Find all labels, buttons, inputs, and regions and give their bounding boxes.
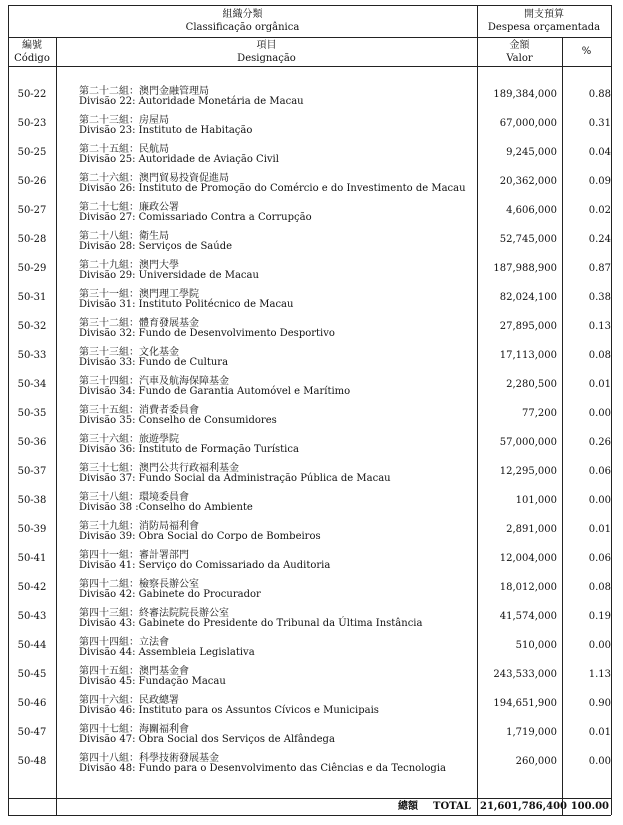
row-name-zh: 第四十七組：海關福利會 <box>79 724 189 735</box>
row-value: 2,891,000 <box>506 524 557 535</box>
row-pct: 0.01 <box>588 727 611 738</box>
pct-header: % <box>581 46 592 57</box>
row-name-pt: Divisão 47: Obra Social dos Serviços de Alfândega <box>79 734 335 745</box>
row-code: 50-27 <box>17 205 47 216</box>
row-value: 82,024,100 <box>499 292 557 303</box>
row-name-pt: Divisão 28: Serviços de Saúde <box>79 241 233 252</box>
budget-pt: Despesa orçamentada <box>487 22 601 33</box>
row-code: 50-33 <box>17 350 47 361</box>
row-value: 18,012,000 <box>499 582 557 593</box>
row-code: 50-44 <box>17 640 47 651</box>
row-name-zh: 第二十七組：廉政公署 <box>79 202 179 213</box>
row-pct: 1.13 <box>588 669 611 680</box>
row-code: 50-48 <box>17 756 47 767</box>
row-pct: 0.00 <box>588 495 611 506</box>
row-name-zh: 第二十九組：澳門大學 <box>79 260 179 271</box>
row-code: 50-35 <box>17 408 47 419</box>
row-name-zh: 第三十八組：環境委員會 <box>79 492 189 503</box>
row-name-pt: Divisão 33: Fundo de Cultura <box>79 357 229 368</box>
row-value: 52,745,000 <box>499 234 557 245</box>
row-name-zh: 第二十五組：民航局 <box>79 144 169 155</box>
row-value: 1,719,000 <box>506 727 557 738</box>
row-pct: 0.31 <box>588 118 611 129</box>
row-name-pt: Divisão 37: Fundo Social da Administração Pública de Macau <box>79 473 391 484</box>
row-code: 50-28 <box>17 234 47 245</box>
row-code: 50-25 <box>17 147 47 158</box>
row-pct: 0.06 <box>588 466 611 477</box>
row-name-zh: 第四十一組：審計署部門 <box>79 550 189 561</box>
row-value: 17,113,000 <box>499 350 557 361</box>
row-pct: 0.08 <box>588 350 611 361</box>
code-header-zh: 編號 <box>22 40 42 51</box>
row-pct: 0.24 <box>588 234 611 245</box>
row-name-zh: 第二十三組：房屋局 <box>79 115 169 126</box>
row-name-zh: 第二十八組：衛生局 <box>79 231 169 242</box>
row-name-zh: 第三十四組：汽車及航海保障基金 <box>79 376 229 387</box>
row-code: 50-34 <box>17 379 47 390</box>
row-value: 41,574,000 <box>499 611 557 622</box>
row-pct: 0.04 <box>588 147 611 158</box>
total-value: 21,601,786,400 <box>480 801 567 812</box>
row-pct: 0.00 <box>588 756 611 767</box>
row-pct: 0.19 <box>588 611 611 622</box>
row-value: 260,000 <box>515 756 557 767</box>
row-pct: 0.26 <box>588 437 611 448</box>
row-name-pt: Divisão 41: Serviço do Comissariado da Auditoria <box>79 560 331 571</box>
bottom-border <box>8 815 611 816</box>
row-code: 50-45 <box>17 669 47 680</box>
row-value: 12,004,000 <box>499 553 557 564</box>
row-value: 510,000 <box>515 640 557 651</box>
row-code: 50-36 <box>17 437 47 448</box>
row-value: 243,533,000 <box>493 669 557 680</box>
row-name-zh: 第三十五組：消費者委員會 <box>79 405 199 416</box>
row-code: 50-41 <box>17 553 47 564</box>
row-code: 50-46 <box>17 698 47 709</box>
row-value: 20,362,000 <box>499 176 557 187</box>
row-value: 57,000,000 <box>499 437 557 448</box>
code-column-divider <box>56 37 57 815</box>
row-name-pt: Divisão 22: Autoridade Monetária de Macau <box>79 96 304 107</box>
row-pct: 0.88 <box>588 89 611 100</box>
row-code: 50-32 <box>17 321 47 332</box>
item-header-zh: 項目 <box>256 40 277 51</box>
row-pct: 0.13 <box>588 321 611 332</box>
row-pct: 0.01 <box>588 379 611 390</box>
total-label-pt: TOTAL <box>433 801 471 812</box>
row-pct: 0.38 <box>588 292 611 303</box>
row-name-pt: Divisão 25: Autoridade de Aviação Civil <box>79 154 279 165</box>
row-value: 12,295,000 <box>499 466 557 477</box>
row-name-zh: 第四十五組：澳門基金會 <box>79 666 189 677</box>
row-name-zh: 第四十六組：民政總署 <box>79 695 179 706</box>
row-value: 194,651,900 <box>493 698 557 709</box>
row-value: 189,384,000 <box>493 89 557 100</box>
row-code: 50-29 <box>17 263 47 274</box>
row-code: 50-26 <box>17 176 47 187</box>
row-pct: 0.90 <box>588 698 611 709</box>
row-value: 67,000,000 <box>499 118 557 129</box>
total-pct: 100.00 <box>570 801 609 812</box>
column-header-divider <box>8 66 611 67</box>
row-name-zh: 第三十六組：旅遊學院 <box>79 434 179 445</box>
header-divider <box>8 37 611 38</box>
budget-zh: 開支預算 <box>524 9 564 20</box>
item-header-pt: Designação <box>237 53 296 64</box>
amount-header-zh: 金額 <box>509 40 530 51</box>
row-code: 50-23 <box>17 118 47 129</box>
row-name-pt: Divisão 29: Universidade de Macau <box>79 270 259 281</box>
right-border <box>611 5 612 815</box>
amount-column-divider <box>477 5 478 815</box>
row-name-zh: 第二十二組：澳門金融管理局 <box>79 86 209 97</box>
row-code: 50-47 <box>17 727 47 738</box>
row-value: 27,895,000 <box>499 321 557 332</box>
row-name-pt: Divisão 32: Fundo de Desenvolvimento Desportivo <box>79 328 335 339</box>
row-name-zh: 第四十四組：立法會 <box>79 637 169 648</box>
row-code: 50-37 <box>17 466 47 477</box>
row-name-pt: Divisão 44: Assembleia Legislativa <box>79 647 255 658</box>
row-name-zh: 第二十六組：澳門貿易投資促進局 <box>79 173 229 184</box>
classification-zh: 組織分類 <box>222 9 263 20</box>
row-value: 9,245,000 <box>506 147 557 158</box>
row-code: 50-31 <box>17 292 47 303</box>
row-value: 187,988,900 <box>493 263 557 274</box>
row-code: 50-42 <box>17 582 47 593</box>
row-value: 2,280,500 <box>506 379 557 390</box>
row-name-zh: 第三十一組：澳門理工學院 <box>79 289 199 300</box>
row-pct: 0.02 <box>588 205 611 216</box>
row-name-zh: 第三十九組：消防局福利會 <box>79 521 199 532</box>
row-name-zh: 第三十二組：體育發展基金 <box>79 318 199 329</box>
code-header-pt: Código <box>14 53 50 64</box>
row-name-pt: Divisão 34: Fundo de Garantia Automóvel e Marítimo <box>79 386 351 397</box>
amount-header-pt: Valor <box>506 53 533 64</box>
row-name-pt: Divisão 36: Instituto de Formação Turística <box>79 444 299 455</box>
row-code: 50-38 <box>17 495 47 506</box>
row-pct: 0.01 <box>588 524 611 535</box>
row-pct: 0.00 <box>588 640 611 651</box>
row-name-zh: 第四十八組：科學技術發展基金 <box>79 753 219 764</box>
row-name-pt: Divisão 27: Comissariado Contra a Corrupção <box>79 212 312 223</box>
row-code: 50-22 <box>17 89 47 100</box>
row-pct: 0.09 <box>588 176 611 187</box>
row-value: 4,606,000 <box>506 205 557 216</box>
total-label-zh: 總額 <box>398 801 418 812</box>
row-name-pt: Divisão 23: Instituto de Habitação <box>79 125 253 136</box>
row-name-pt: Divisão 39: Obra Social do Corpo de Bombeiros <box>79 531 321 542</box>
total-top-divider <box>8 798 611 799</box>
top-border <box>8 5 611 6</box>
row-name-zh: 第四十三組：終審法院院長辦公室 <box>79 608 229 619</box>
row-name-zh: 第三十三組：文化基金 <box>79 347 179 358</box>
row-name-pt: Divisão 31: Instituto Politécnico de Macau <box>79 299 294 310</box>
row-pct: 0.08 <box>588 582 611 593</box>
row-name-pt: Divisão 38 :Conselho do Ambiente <box>79 502 253 513</box>
row-name-pt: Divisão 42: Gabinete do Procurador <box>79 589 261 600</box>
row-code: 50-39 <box>17 524 47 535</box>
row-pct: 0.87 <box>588 263 611 274</box>
classification-pt: Classificação orgânica <box>185 22 300 33</box>
row-value: 77,200 <box>522 408 557 419</box>
row-name-pt: Divisão 43: Gabinete do Presidente do Tribunal da Última Instância <box>79 618 423 629</box>
row-name-zh: 第四十二組：檢察長辦公室 <box>79 579 199 590</box>
row-name-pt: Divisão 46: Instituto para os Assuntos Cívicos e Municipais <box>79 705 379 716</box>
row-pct: 0.00 <box>588 408 611 419</box>
row-pct: 0.06 <box>588 553 611 564</box>
row-value: 101,000 <box>515 495 557 506</box>
row-name-pt: Divisão 45: Fundação Macau <box>79 676 226 687</box>
row-name-pt: Divisão 35: Conselho de Consumidores <box>79 415 277 426</box>
row-name-zh: 第三十七組：澳門公共行政福利基金 <box>79 463 239 474</box>
row-code: 50-43 <box>17 611 47 622</box>
row-name-pt: Divisão 26: Instituto de Promoção do Comércio e do Investimento de Macau <box>79 183 466 194</box>
row-name-pt: Divisão 48: Fundo para o Desenvolvimento das Ciências e da Tecnologia <box>79 763 446 774</box>
